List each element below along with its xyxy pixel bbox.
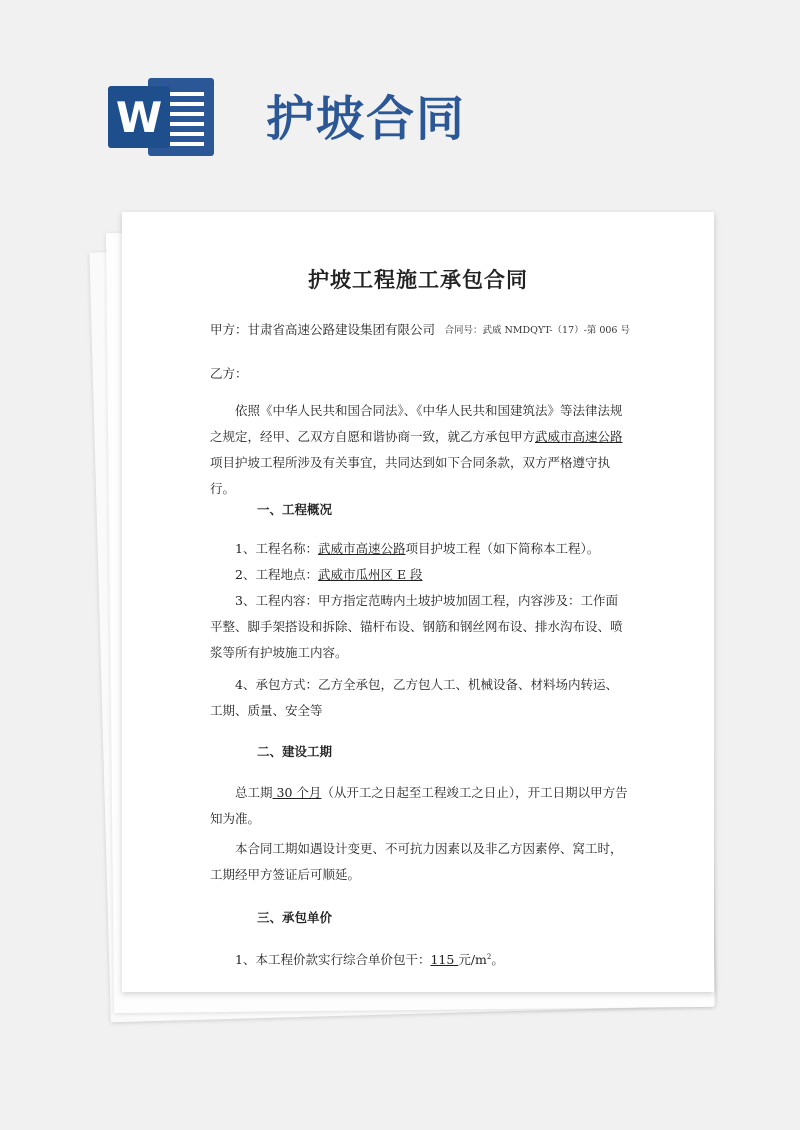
sec1-item-3: 3、工程内容：甲方指定范畴内土坡护坡加固工程，内容涉及：工作面平整、脚手架搭设和拆除、锚杆布设、钢筋和钢丝网布设、排水沟布设、喷浆等所有护坡施工内容。 (210, 593, 623, 660)
section-heading-3: 三、承包单价 (257, 910, 333, 925)
sec3-item-1: 1、本工程价款实行综合单价包干：115 元$/m^2$。 (235, 952, 504, 968)
sec1-item-2: 2、工程地点：武威市瓜州区 E 段 (235, 567, 423, 582)
sec1-item-4: 4、承包方式：乙方全承包，乙方包人工、机械设备、材料场内转运、工期、质量、安全等 (210, 677, 618, 718)
section-heading-1: 一、工程概况 (257, 502, 333, 517)
document-page (122, 212, 714, 992)
document-title: 护坡工程施工承包合同 (308, 267, 528, 292)
word-icon (108, 78, 216, 156)
sec1-item-1: 1、工程名称：武威市高速公路项目护坡工程（如下简称本工程）。 (235, 541, 600, 556)
contract-number: 合同号：武威 NMDQYT-（17）-第 006 号 (444, 325, 630, 336)
sec2-paragraph-1: 总工期 30 个月（从开工之日起至工程竣工之日止），开工日期以甲方告知为准。 (210, 785, 628, 826)
word-letter: W (108, 86, 170, 148)
page-title: 护坡合同 (266, 91, 467, 147)
party-a: 甲方：甘肃省高速公路建设集团有限公司 (210, 322, 436, 337)
intro-paragraph: 依照《中华人民共和国合同法》、《中华人民共和国建筑法》等法律法规之规定，经甲、乙双方自愿和谐协商一致，就乙方承包甲方武威市高速公路项目护坡工程所涉及有关事宜，共同达到如下合同条款，双方严格遵守执行。 (210, 403, 623, 496)
sec2-paragraph-2: 本合同工期如遇设计变更、不可抗力因素以及非乙方因素停、窝工时，工期经甲方签证后可顺延。 (210, 841, 623, 882)
section-heading-2: 二、建设工期 (257, 744, 333, 759)
party-b: 乙方： (210, 366, 248, 381)
